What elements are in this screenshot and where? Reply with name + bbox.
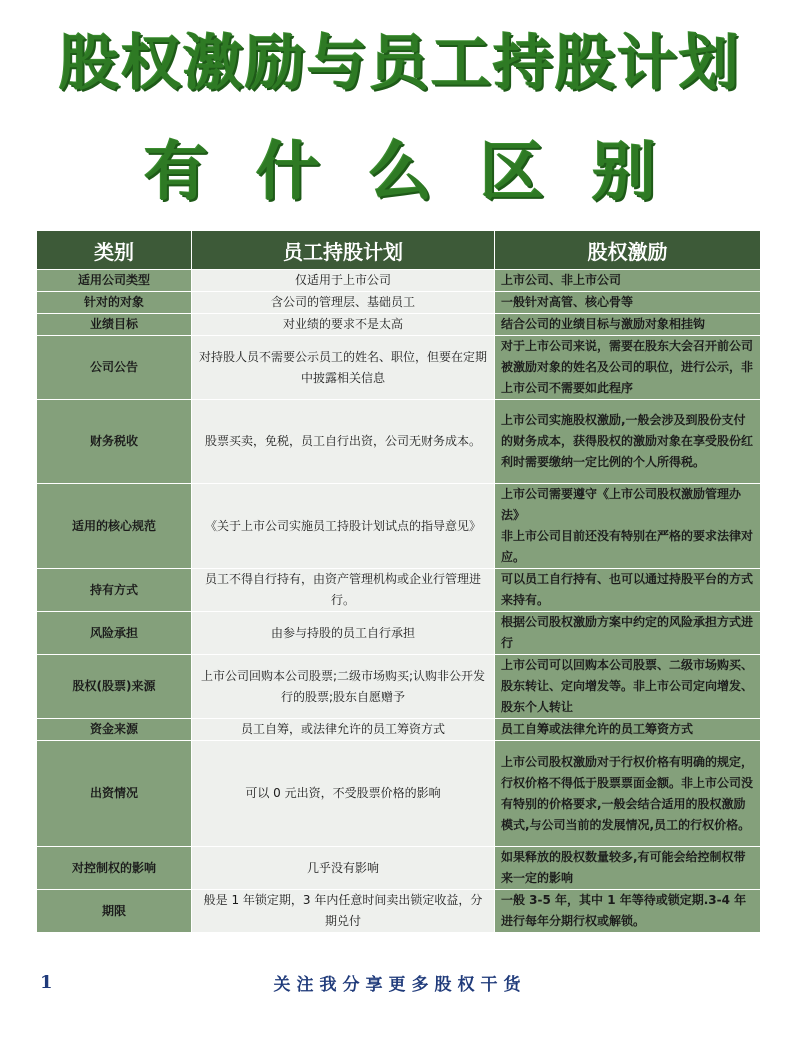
row-esop-value: 可以 0 元出资，不受股票价格的影响 — [192, 741, 495, 847]
row-equity-value: 上市公司实施股权激励,一般会涉及到股份支付的财务成本，获得股权的激励对象在享受股份红利时需要缴纳一定比例的个人所得税。 — [495, 400, 761, 484]
table-row — [37, 569, 761, 612]
page-subtitle: 有什么区别 — [144, 136, 704, 210]
row-category: 业绩目标 — [37, 314, 192, 336]
table-row — [37, 612, 761, 655]
page-title: 股权激励与员工持股计划 — [59, 29, 741, 99]
table-row — [37, 719, 761, 741]
row-esop-value: 上市公司回购本公司股票;二级市场购买;认购非公开发行的股票;股东自愿赠予 — [192, 655, 495, 719]
row-equity-value: 一般 3-5 年，其中 1 年等待或锁定期.3-4 年进行每年分期行权或解锁。 — [495, 890, 761, 933]
row-category: 股权(股票)来源 — [37, 655, 192, 719]
row-equity-value: 对于上市公司来说，需要在股东大会召开前公司被激励对象的姓名及公司的职位，进行公示，非上市公司不需要如此程序 — [495, 336, 761, 400]
row-esop-value: 股票买卖，免税，员工自行出资，公司无财务成本。 — [192, 400, 495, 484]
row-esop-value: 《关于上市公司实施员工持股计划试点的指导意见》 — [192, 484, 495, 569]
row-esop-value: 般是 1 年锁定期，3 年内任意时间卖出锁定收益，分期兑付 — [192, 890, 495, 933]
row-equity-value: 如果释放的股权数量较多,有可能会给控制权带来一定的影响 — [495, 847, 761, 890]
table-row — [37, 655, 761, 719]
row-esop-value: 仅适用于上市公司 — [192, 270, 495, 292]
row-esop-value: 几乎没有影响 — [192, 847, 495, 890]
table-body — [37, 270, 761, 933]
row-esop-value: 由参与持股的员工自行承担 — [192, 612, 495, 655]
table-row — [37, 292, 761, 314]
row-category: 对控制权的影响 — [37, 847, 192, 890]
row-equity-value: 结合公司的业绩目标与激励对象相挂钩 — [495, 314, 761, 336]
row-category: 适用公司类型 — [37, 270, 192, 292]
row-esop-value: 员工不得自行持有，由资产管理机构或企业行管理进行。 — [192, 569, 495, 612]
row-equity-value: 根据公司股权激励方案中约定的风险承担方式进行 — [495, 612, 761, 655]
table-row — [37, 741, 761, 847]
row-esop-value: 对业绩的要求不是太高 — [192, 314, 495, 336]
table-row — [37, 847, 761, 890]
row-equity-value: 上市公司可以回购本公司股票、二级市场购买、股东转让、定向增发等。非上市公司定向增发、股东个人转让 — [495, 655, 761, 719]
table-row — [37, 890, 761, 933]
row-esop-value: 对持股人员不需要公示员工的姓名、职位，但要在定期中披露相关信息 — [192, 336, 495, 400]
row-category: 持有方式 — [37, 569, 192, 612]
row-category: 适用的核心规范 — [37, 484, 192, 569]
row-category: 财务税收 — [37, 400, 192, 484]
row-category: 资金来源 — [37, 719, 192, 741]
row-equity-value: 上市公司、非上市公司 — [495, 270, 761, 292]
table-row — [37, 314, 761, 336]
table-row — [37, 484, 761, 569]
comparison-table — [36, 230, 761, 933]
row-category: 公司公告 — [37, 336, 192, 400]
row-category: 风险承担 — [37, 612, 192, 655]
table-row — [37, 336, 761, 400]
row-category: 期限 — [37, 890, 192, 933]
row-category: 出资情况 — [37, 741, 192, 847]
row-esop-value: 含公司的管理层、基础员工 — [192, 292, 495, 314]
row-equity-value: 可以员工自行持有、也可以通过持股平台的方式来持有。 — [495, 569, 761, 612]
table-row — [37, 270, 761, 292]
header-esop: 员工持股计划 — [192, 231, 495, 270]
table-header-row — [37, 231, 761, 270]
row-category: 针对的对象 — [37, 292, 192, 314]
footer-text: 关注我分享更多股权干货 — [273, 975, 527, 995]
row-equity-value: 员工自筹或法律允许的员工筹资方式 — [495, 719, 761, 741]
row-equity-value: 上市公司需要遵守《上市公司股权激励管理办法》 非上市公司目前还没有特别在严格的要求法律对应。 — [495, 484, 761, 569]
header-category: 类别 — [37, 231, 192, 270]
row-esop-value: 员工自筹，或法律允许的员工筹资方式 — [192, 719, 495, 741]
table-row — [37, 400, 761, 484]
row-equity-value: 一般针对高管、核心骨等 — [495, 292, 761, 314]
page-number: 1 — [40, 972, 53, 993]
header-equity-incentive: 股权激励 — [495, 231, 761, 270]
row-equity-value: 上市公司股权激励对于行权价格有明确的规定，行权价格不得低于股票票面金额。非上市公司没有特别的价格要求,一般会结合适用的股权激励模式,与公司当前的发展情况,员工的行权价格。 — [495, 741, 761, 847]
